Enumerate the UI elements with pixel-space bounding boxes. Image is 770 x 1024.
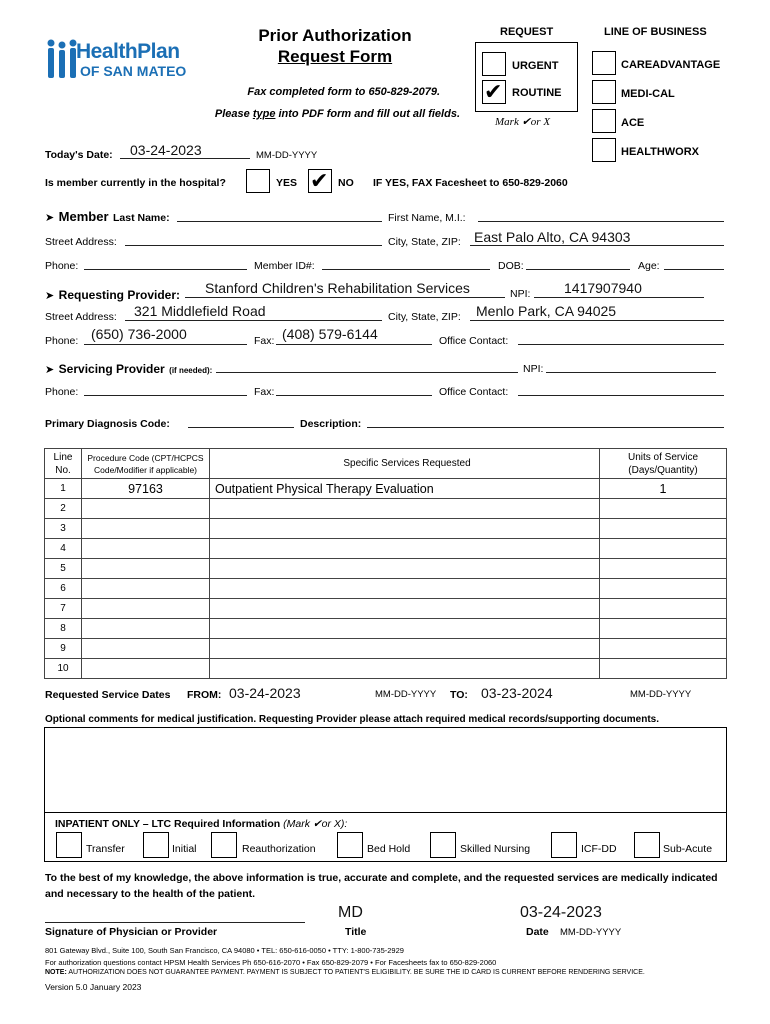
- member-city-field[interactable]: East Palo Alto, CA 94303: [474, 229, 631, 245]
- line-no-cell: 1: [45, 479, 82, 499]
- servicing-note: (if needed):: [169, 366, 213, 375]
- footer-contact: For authorization questions contact HPSM Health Services Ph 650-616-2070 • Fax 650-829-2079 • For Facesheets fax to 650-829-2060: [45, 958, 497, 967]
- form-subtitle: Request Form: [277, 47, 393, 66]
- units-cell[interactable]: [600, 519, 727, 539]
- units-cell[interactable]: [600, 639, 727, 659]
- lob-checkbox-healthworx[interactable]: [592, 138, 616, 162]
- inpatient-checkbox-initial[interactable]: [143, 832, 169, 858]
- routine-label: ROUTINE: [512, 87, 562, 99]
- inpatient-icf-dd-label: ICF-DD: [581, 843, 617, 855]
- header-procedure: Procedure Code (CPT/HCPCS Code/Modifier if applicable): [82, 449, 210, 479]
- servicing-name-field[interactable]: [216, 372, 518, 373]
- requesting-fax-label: Fax:: [254, 335, 275, 347]
- header-units: Units of Service (Days/Quantity): [600, 449, 727, 479]
- service-to-label: TO:: [450, 689, 468, 701]
- member-dob-field[interactable]: [526, 269, 630, 270]
- signature-date-label: Date: [526, 926, 549, 938]
- procedure-code-cell[interactable]: [82, 659, 210, 679]
- procedure-code-cell[interactable]: [82, 619, 210, 639]
- comments-label: Optional comments for medical justification. Requesting Provider please attach required medical records/supporting documents.: [45, 714, 660, 725]
- member-age-field[interactable]: [664, 269, 724, 270]
- lob-medi-cal: MEDI-CAL: [621, 88, 675, 100]
- table-row: [45, 559, 727, 579]
- today-date-label: Today's Date:: [45, 149, 113, 161]
- inpatient-divider: [44, 812, 727, 813]
- requesting-city-label: City, State, ZIP:: [388, 311, 461, 323]
- line-no-cell: 9: [45, 639, 82, 659]
- urgent-label: URGENT: [512, 60, 559, 72]
- member-city-label: City, State, ZIP:: [388, 236, 461, 248]
- inpatient-checkbox-skilled-nursing[interactable]: [430, 832, 456, 858]
- lob-healthworx: HEALTHWORX: [621, 146, 700, 158]
- servicing-phone-label: Phone:: [45, 386, 79, 398]
- service-cell[interactable]: [210, 619, 600, 639]
- service-cell[interactable]: [210, 499, 600, 519]
- people-icon: [46, 38, 78, 80]
- servicing-npi-label: NPI:: [523, 363, 544, 375]
- signature-date-field[interactable]: 03-24-2023: [520, 904, 602, 921]
- service-cell[interactable]: Outpatient Physical Therapy Evaluation: [210, 479, 600, 499]
- hospital-no-label: NO: [338, 177, 354, 189]
- requesting-street-field[interactable]: 321 Middlefield Road: [134, 303, 266, 319]
- service-from-format: MM-DD-YYYY: [375, 689, 437, 700]
- units-cell[interactable]: [600, 579, 727, 599]
- member-first-name-label: First Name, M.I.:: [388, 212, 466, 224]
- member-phone-field[interactable]: [84, 269, 247, 270]
- servicing-fax-field[interactable]: [276, 395, 432, 396]
- footer-address: 801 Gateway Blvd., Suite 100, South San Francisco, CA 94080 • TEL: 650-616-0050 • TTY: 1-800-735-2929: [45, 946, 404, 955]
- units-cell[interactable]: [600, 499, 727, 519]
- requesting-npi-field[interactable]: 1417907940: [564, 280, 642, 296]
- table-row: [45, 659, 727, 679]
- lob-checkbox-medi-cal[interactable]: [592, 80, 616, 104]
- units-cell[interactable]: [600, 599, 727, 619]
- member-first-name-field[interactable]: [478, 221, 724, 222]
- lob-checkbox-careadvantage[interactable]: [592, 51, 616, 75]
- inpatient-checkbox-sub-acute[interactable]: [634, 832, 660, 858]
- footer-version: Version 5.0 January 2023: [45, 982, 142, 992]
- fax-note: Fax completed form to 650-829-2079.: [247, 86, 440, 98]
- units-cell[interactable]: [600, 659, 727, 679]
- mark-note: Mark ✔or X: [495, 116, 551, 128]
- member-last-name-field[interactable]: [177, 221, 382, 222]
- urgent-checkbox[interactable]: [482, 52, 506, 76]
- inpatient-initial-label: Initial: [172, 843, 197, 855]
- logo-line2: OF SAN MATEO: [80, 63, 187, 79]
- table-row: [45, 539, 727, 559]
- member-phone-label: Phone:: [45, 260, 79, 272]
- lob-checkbox-ace[interactable]: [592, 109, 616, 133]
- requesting-title: Requesting Provider:: [58, 288, 181, 302]
- service-cell[interactable]: [210, 659, 600, 679]
- inpatient-bed-hold-label: Bed Hold: [367, 843, 411, 855]
- inpatient-checkbox-bed-hold[interactable]: [337, 832, 363, 858]
- line-no-cell: 5: [45, 559, 82, 579]
- logo-line1: HealthPlan: [76, 40, 180, 63]
- title-field[interactable]: MD: [338, 904, 363, 921]
- inpatient-sub-acute-label: Sub-Acute: [663, 843, 713, 855]
- line-no-cell: 8: [45, 619, 82, 639]
- procedure-code-cell[interactable]: [82, 599, 210, 619]
- requesting-phone-label: Phone:: [45, 335, 79, 347]
- request-label: REQUEST: [500, 26, 554, 38]
- servicing-npi-field[interactable]: [546, 372, 716, 373]
- requesting-street-label: Street Address:: [45, 311, 117, 323]
- service-to-format: MM-DD-YYYY: [630, 689, 692, 700]
- member-dob-label: DOB:: [498, 260, 524, 272]
- today-date-field[interactable]: 03-24-2023: [130, 142, 202, 158]
- units-cell[interactable]: [600, 559, 727, 579]
- service-cell[interactable]: [210, 599, 600, 619]
- diagnosis-label: Primary Diagnosis Code:: [45, 418, 170, 430]
- line-no-cell: 10: [45, 659, 82, 679]
- servicing-section: [45, 360, 212, 378]
- member-street-field[interactable]: [125, 245, 382, 246]
- routine-check-icon: ✔: [484, 79, 503, 104]
- servicing-office-field[interactable]: [518, 395, 724, 396]
- form-title: Prior Authorization: [258, 26, 412, 45]
- member-section: [45, 208, 170, 226]
- hospital-question: Is member currently in the hospital?: [45, 177, 226, 189]
- inpatient-checkbox-transfer[interactable]: [56, 832, 82, 858]
- inpatient-skilled-nursing-label: Skilled Nursing: [460, 843, 531, 855]
- units-cell[interactable]: [600, 619, 727, 639]
- diagnosis-desc-label: Description:: [300, 418, 362, 430]
- inpatient-label: INPATIENT ONLY – LTC Required Information (Mark ✔or X):: [55, 818, 348, 830]
- arrow-icon: ➤: [45, 364, 55, 376]
- attestation-text: To the best of my knowledge, the above information is true, accurate and complete, and the requested services are medically indicated and necessary to the health of the patient.: [45, 872, 718, 900]
- diagnosis-code-field[interactable]: [188, 427, 294, 428]
- requesting-name-field[interactable]: Stanford Children's Rehabilitation Services: [205, 280, 470, 296]
- header-line-no: Line No.: [45, 449, 82, 479]
- title-label: Title: [345, 926, 367, 938]
- table-row: [45, 619, 727, 639]
- procedure-code-cell[interactable]: [82, 559, 210, 579]
- member-age-label: Age:: [638, 260, 660, 272]
- procedure-code-cell[interactable]: 97163: [82, 479, 210, 499]
- member-title: Member: [58, 209, 109, 224]
- procedure-code-cell[interactable]: [82, 539, 210, 559]
- line-no-cell: 4: [45, 539, 82, 559]
- hospital-yes-label: YES: [276, 177, 298, 189]
- today-date-format: MM-DD-YYYY: [256, 150, 318, 161]
- service-dates-label: Requested Service Dates: [45, 689, 171, 701]
- requesting-fax-field[interactable]: (408) 579-6144: [282, 326, 378, 342]
- table-row: [45, 639, 727, 659]
- signature-label: Signature of Physician or Provider: [45, 926, 218, 938]
- signature-field[interactable]: [45, 922, 305, 923]
- line-no-cell: 2: [45, 499, 82, 519]
- member-id-label: Member ID#:: [254, 260, 315, 272]
- procedure-code-cell[interactable]: [82, 519, 210, 539]
- procedure-code-cell[interactable]: [82, 639, 210, 659]
- hospital-no-check-icon: ✔: [310, 168, 329, 193]
- requesting-phone-field[interactable]: (650) 736-2000: [91, 326, 187, 342]
- table-row: [45, 479, 727, 499]
- member-last-name-label: Last Name:: [112, 212, 170, 224]
- servicing-office-label: Office Contact:: [439, 386, 509, 398]
- lob-ace: ACE: [621, 117, 645, 129]
- table-row: [45, 499, 727, 519]
- service-cell[interactable]: [210, 519, 600, 539]
- service-cell[interactable]: [210, 639, 600, 659]
- footer-note: NOTE: AUTHORIZATION DOES NOT GUARANTEE PAYMENT. PAYMENT IS SUBJECT TO PATIENT'S ELIGIBILITY. BE SURE THE ID CARD IS CURRENT BEFORE RENDERING SERVICE.: [45, 969, 645, 976]
- service-to-field[interactable]: 03-23-2024: [481, 685, 553, 701]
- signature-date-format: MM-DD-YYYY: [560, 927, 622, 938]
- servicing-phone-field[interactable]: [84, 395, 247, 396]
- member-street-label: Street Address:: [45, 236, 117, 248]
- line-no-cell: 7: [45, 599, 82, 619]
- diagnosis-desc-field[interactable]: [367, 427, 724, 428]
- units-cell[interactable]: [600, 539, 727, 559]
- lob-careadvantage: CAREADVANTAGE: [621, 59, 721, 71]
- logo: [46, 38, 191, 80]
- requesting-npi-label: NPI:: [510, 288, 531, 300]
- table-row: [45, 519, 727, 539]
- arrow-icon: ➤: [45, 212, 55, 224]
- type-note: Please type into PDF form and fill out all fields.: [214, 108, 460, 120]
- service-cell[interactable]: [210, 579, 600, 599]
- procedure-code-cell[interactable]: [82, 499, 210, 519]
- service-from-field[interactable]: 03-24-2023: [229, 685, 301, 701]
- servicing-fax-label: Fax:: [254, 386, 275, 398]
- header-services: Specific Services Requested: [210, 449, 600, 479]
- servicing-title: Servicing Provider: [58, 362, 165, 376]
- service-cell[interactable]: [210, 559, 600, 579]
- hospital-yes-checkbox[interactable]: [246, 169, 270, 193]
- inpatient-reauthorization-label: Reauthorization: [242, 843, 316, 855]
- units-cell[interactable]: 1: [600, 479, 727, 499]
- lob-label: LINE OF BUSINESS: [604, 26, 707, 38]
- procedure-code-cell[interactable]: [82, 579, 210, 599]
- table-row: [45, 599, 727, 619]
- inpatient-checkbox-icf-dd[interactable]: [551, 832, 577, 858]
- requesting-office-label: Office Contact:: [439, 335, 509, 347]
- hospital-fax-note: IF YES, FAX Facesheet to 650-829-2060: [373, 177, 568, 189]
- requesting-section: [45, 286, 180, 304]
- inpatient-transfer-label: Transfer: [86, 843, 125, 855]
- service-from-label: FROM:: [187, 689, 222, 701]
- service-cell[interactable]: [210, 539, 600, 559]
- inpatient-checkbox-reauthorization[interactable]: [211, 832, 237, 858]
- line-no-cell: 6: [45, 579, 82, 599]
- requesting-city-field[interactable]: Menlo Park, CA 94025: [476, 303, 617, 319]
- line-no-cell: 3: [45, 519, 82, 539]
- table-header-row: [45, 449, 727, 479]
- requesting-office-field[interactable]: [518, 344, 724, 345]
- member-id-field[interactable]: [322, 269, 490, 270]
- table-row: [45, 579, 727, 599]
- arrow-icon: ➤: [45, 290, 55, 302]
- procedure-table: [44, 448, 727, 679]
